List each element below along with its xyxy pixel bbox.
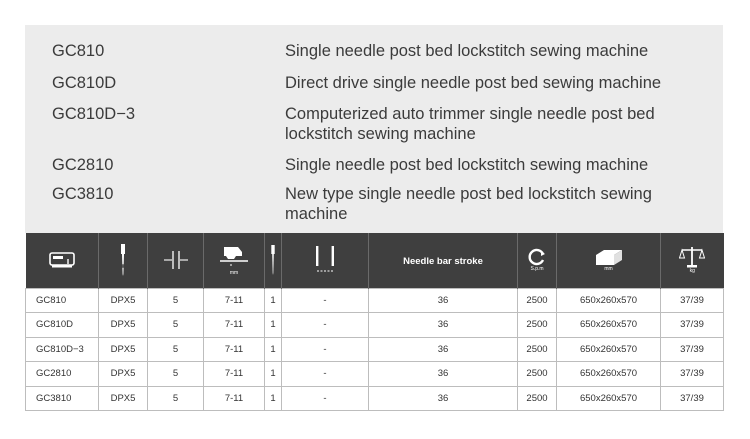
model-description: Single needle post bed lockstitch sewing machine [285,42,649,60]
weight-scale-icon [679,246,705,268]
model-code: GC810D−3 [52,105,136,123]
package-size-icon [594,248,624,266]
speed-unit-label: S.p.m [530,266,544,273]
model-description: Computerized auto trimmer single needle post bed lockstitch sewing machine [285,105,655,143]
header-needle-count [265,233,282,288]
spec-header-row [26,233,724,288]
needle-gauge-icon [314,245,336,275]
table-row [26,313,724,338]
speed-icon [527,248,547,266]
model-code: GC810D [52,74,117,92]
model-code: GC810 [52,42,105,60]
cell-model: GC810 [26,288,99,313]
table-row [26,386,724,411]
needle-bar-stroke-label: Needle bar stroke [403,256,483,268]
cell-needle-gauge: - [282,288,369,313]
cell-weight: 37/39 [661,288,724,313]
cell-presser-foot: 7-11 [204,313,265,338]
cell-needle-gauge: - [282,337,369,362]
header-needle [99,233,148,288]
model-code: GC3810 [52,185,114,203]
cell-needle-bar-stroke: 36 [369,313,518,338]
cell-stitch-length: 5 [148,288,204,313]
cell-stitch-length: 5 [148,337,204,362]
models-panel [25,25,723,233]
cell-package-size: 650x260x570 [557,288,661,313]
cell-stitch-length: 5 [148,313,204,338]
header-weight [661,233,724,288]
cell-needle-system: DPX5 [99,337,148,362]
cell-presser-foot: 7-11 [204,362,265,387]
header-speed [518,233,557,288]
table-row [26,288,724,313]
cell-package-size: 650x260x570 [557,362,661,387]
cell-needle-bar-stroke: 36 [369,362,518,387]
cell-presser-foot: 7-11 [204,288,265,313]
single-needle-icon [270,245,276,275]
cell-needle-gauge: - [282,313,369,338]
cell-needle-count: 1 [265,288,282,313]
cell-weight: 37/39 [661,337,724,362]
cell-weight: 37/39 [661,362,724,387]
needle-icon [119,244,127,276]
table-row [26,337,724,362]
table-row [26,362,724,387]
model-description: Direct drive single needle post bed sewing machine [285,74,662,92]
presser-foot-icon [218,244,250,270]
cell-speed: 2500 [518,337,557,362]
model-description: New type single needle post bed lockstitch sewing machine [285,185,652,223]
cell-stitch-length: 5 [148,386,204,411]
cell-weight: 37/39 [661,313,724,338]
cell-speed: 2500 [518,362,557,387]
cell-needle-system: DPX5 [99,313,148,338]
cell-model: GC810D [26,313,99,338]
cell-needle-count: 1 [265,386,282,411]
cell-presser-foot: 7-11 [204,386,265,411]
header-stitch-length [148,233,204,288]
stitch-unit-label: mm [229,270,239,277]
header-needle-gauge [282,233,369,288]
cell-needle-system: DPX5 [99,386,148,411]
cell-needle-system: DPX5 [99,288,148,313]
header-machine [26,233,99,288]
header-presser-foot [204,233,265,288]
header-needle-bar-stroke [369,233,518,288]
cell-needle-gauge: - [282,362,369,387]
cell-needle-count: 1 [265,313,282,338]
cell-package-size: 650x260x570 [557,386,661,411]
size-unit-label: mm [604,266,613,273]
cell-presser-foot: 7-11 [204,337,265,362]
sewing-machine-icon [49,251,75,269]
cell-speed: 2500 [518,288,557,313]
cell-package-size: 650x260x570 [557,337,661,362]
cell-needle-bar-stroke: 36 [369,386,518,411]
cell-model: GC2810 [26,362,99,387]
cell-needle-count: 1 [265,337,282,362]
cell-speed: 2500 [518,313,557,338]
model-description: Single needle post bed lockstitch sewing machine [285,156,649,174]
cell-stitch-length: 5 [148,362,204,387]
cell-needle-bar-stroke: 36 [369,288,518,313]
cell-model: GC810D−3 [26,337,99,362]
spec-table [25,233,724,411]
model-code: GC2810 [52,156,114,174]
stitch-length-icon [163,249,189,271]
cell-needle-system: DPX5 [99,362,148,387]
header-package-size [557,233,661,288]
weight-unit-label: kg [689,268,695,275]
cell-speed: 2500 [518,386,557,411]
cell-needle-bar-stroke: 36 [369,337,518,362]
cell-needle-count: 1 [265,362,282,387]
cell-model: GC3810 [26,386,99,411]
cell-package-size: 650x260x570 [557,313,661,338]
cell-weight: 37/39 [661,386,724,411]
cell-needle-gauge: - [282,386,369,411]
